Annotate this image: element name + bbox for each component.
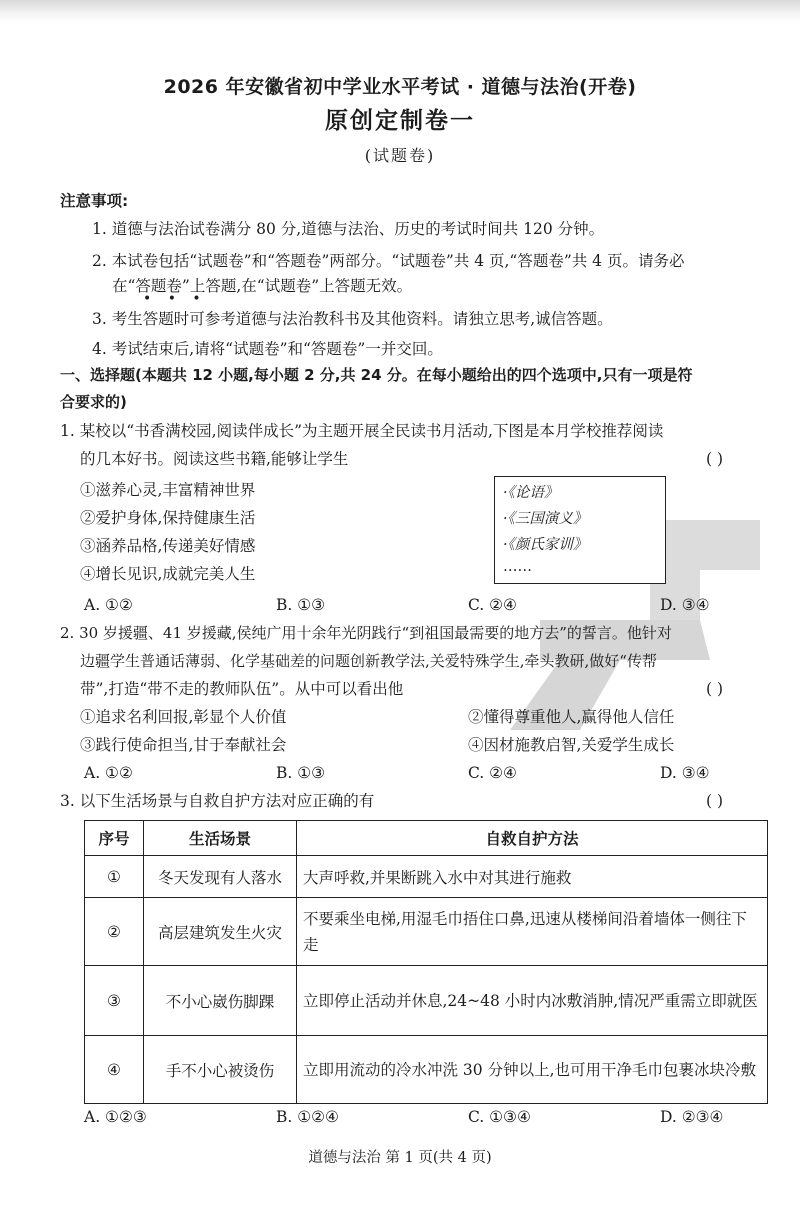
q2-statement-4: ④因材施教启智,关爱学生成长 [468, 736, 675, 754]
notice-item-3: 3. 考生答题时可参考道德与法治教科书及其他资料。请独立思考,诚信答题。 [92, 310, 613, 328]
table-row [85, 966, 768, 1036]
q1-option-a: A. ①② [84, 596, 133, 614]
q1-stem-line1: 1. 某校以“书香满校园,阅读伴成长”为主题开展全民读书月活动,下图是本月学校推荐阅读 [60, 422, 664, 440]
page-footer: 道德与法治 第 1 页(共 4 页) [308, 1150, 492, 1166]
book-item-1: ·《论语》 [503, 485, 559, 501]
q2-option-c: C. ②④ [468, 764, 517, 782]
q1-option-b: B. ①③ [276, 596, 326, 614]
safety-methods-table [84, 820, 768, 1104]
q3-option-c: C. ①③④ [468, 1108, 531, 1126]
q1-option-d: D. ③④ [660, 596, 710, 614]
exam-title: 2026 年安徽省初中学业水平考试 · 道德与法治(开卷) [163, 76, 637, 98]
notice-heading: 注意事项: [60, 192, 129, 210]
q1-statement-3: ③涵养品格,传递美好情感 [80, 537, 256, 555]
row-scene: 冬天发现有人落水 [144, 856, 297, 898]
q2-stem-line2: 边疆学生普通话薄弱、化学基础差的问题创新教学法,关爱特殊学生,牵头教研,做好“传帮 [80, 652, 657, 670]
table-header-row [85, 821, 768, 856]
q3-stem: 3. 以下生活场景与自救自护方法对应正确的有 [60, 792, 375, 810]
row-scene: 高层建筑发生火灾 [144, 898, 297, 966]
q2-option-d: D. ③④ [660, 764, 710, 782]
row-method: 大声呼救,并果断跳入水中对其进行施救 [297, 856, 768, 898]
q3-answer-paren: ( ) [706, 792, 724, 810]
header-scene: 生活场景 [144, 821, 297, 856]
notice-item-2: 2. 本试卷包括“试题卷”和“答题卷”两部分。“试题卷”共 4 页,“答题卷”共 4 页。请务必 [92, 252, 685, 270]
q2-statement-1: ①追求名利回报,彰显个人价值 [80, 708, 287, 726]
notice-item-4: 4. 考试结束后,请将“试题卷”和“答题卷”一并交回。 [92, 340, 443, 358]
row-no: ① [85, 856, 144, 898]
q2-option-a: A. ①② [84, 764, 133, 782]
section1-heading-line2: 合要求的) [60, 393, 127, 411]
table-row [85, 898, 768, 966]
section1-heading-line1: 一、选择题(本题共 12 小题,每小题 2 分,共 24 分。在每小题给出的四个选项中,只有一项是符 [60, 366, 693, 384]
recommended-books-box [494, 476, 666, 584]
exam-subtitle: 原创定制卷一 [325, 108, 475, 134]
q3-option-b: B. ①②④ [276, 1108, 339, 1126]
table-row [85, 856, 768, 898]
book-item-2: ·《三国演义》 [503, 511, 588, 527]
emphasis-dots: • • • [143, 291, 207, 307]
row-scene: 不小心崴伤脚踝 [144, 966, 297, 1036]
notice-item-1: 1. 道德与法治试卷满分 80 分,道德与法治、历史的考试时间共 120 分钟。 [92, 220, 605, 238]
paper-type: (试题卷) [364, 146, 436, 165]
q1-statement-4: ④增长见识,成就完美人生 [80, 565, 256, 583]
notice-item-2-cont: 在“答题卷”上答题,在“试题卷”上答题无效。 [112, 277, 413, 295]
row-no: ③ [85, 966, 144, 1036]
q2-stem-line3: 带”,打造“带不走的教师队伍”。从中可以看出他 [80, 680, 404, 698]
book-item-more: …… [503, 559, 532, 575]
row-scene: 手不小心被烫伤 [144, 1036, 297, 1104]
table-row [85, 1036, 768, 1104]
row-method: 立即用流动的冷水冲洗 30 分钟以上,也可用干净毛巾包裹冰块冷敷 [297, 1036, 768, 1104]
header-no: 序号 [85, 821, 144, 856]
q2-statement-2: ②懂得尊重他人,赢得他人信任 [468, 708, 675, 726]
q1-option-c: C. ②④ [468, 596, 517, 614]
q1-answer-paren: ( ) [706, 450, 724, 468]
q2-answer-paren: ( ) [706, 680, 724, 698]
row-no: ② [85, 898, 144, 966]
q1-statement-2: ②爱护身体,保持健康生活 [80, 509, 256, 527]
header-method: 自救自护方法 [297, 821, 768, 856]
book-item-3: ·《颜氏家训》 [503, 537, 588, 553]
q2-statement-3: ③践行使命担当,甘于奉献社会 [80, 736, 287, 754]
q2-option-b: B. ①③ [276, 764, 326, 782]
row-method: 不要乘坐电梯,用湿毛巾捂住口鼻,迅速从楼梯间沿着墙体一侧往下走 [297, 898, 768, 966]
q1-statement-1: ①滋养心灵,丰富精神世界 [80, 481, 256, 499]
row-method: 立即停止活动并休息,24~48 小时内冰敷消肿,情况严重需立即就医 [297, 966, 768, 1036]
q3-option-d: D. ②③④ [660, 1108, 724, 1126]
q1-stem-line2: 的几本好书。阅读这些书籍,能够让学生 [80, 450, 349, 468]
row-no: ④ [85, 1036, 144, 1104]
q3-option-a: A. ①②③ [84, 1108, 147, 1126]
q2-stem-line1: 2. 30 岁援疆、41 岁援藏,侯纯广用十余年光阴践行“到祖国最需要的地方去”的誓言。他针对 [60, 624, 672, 642]
